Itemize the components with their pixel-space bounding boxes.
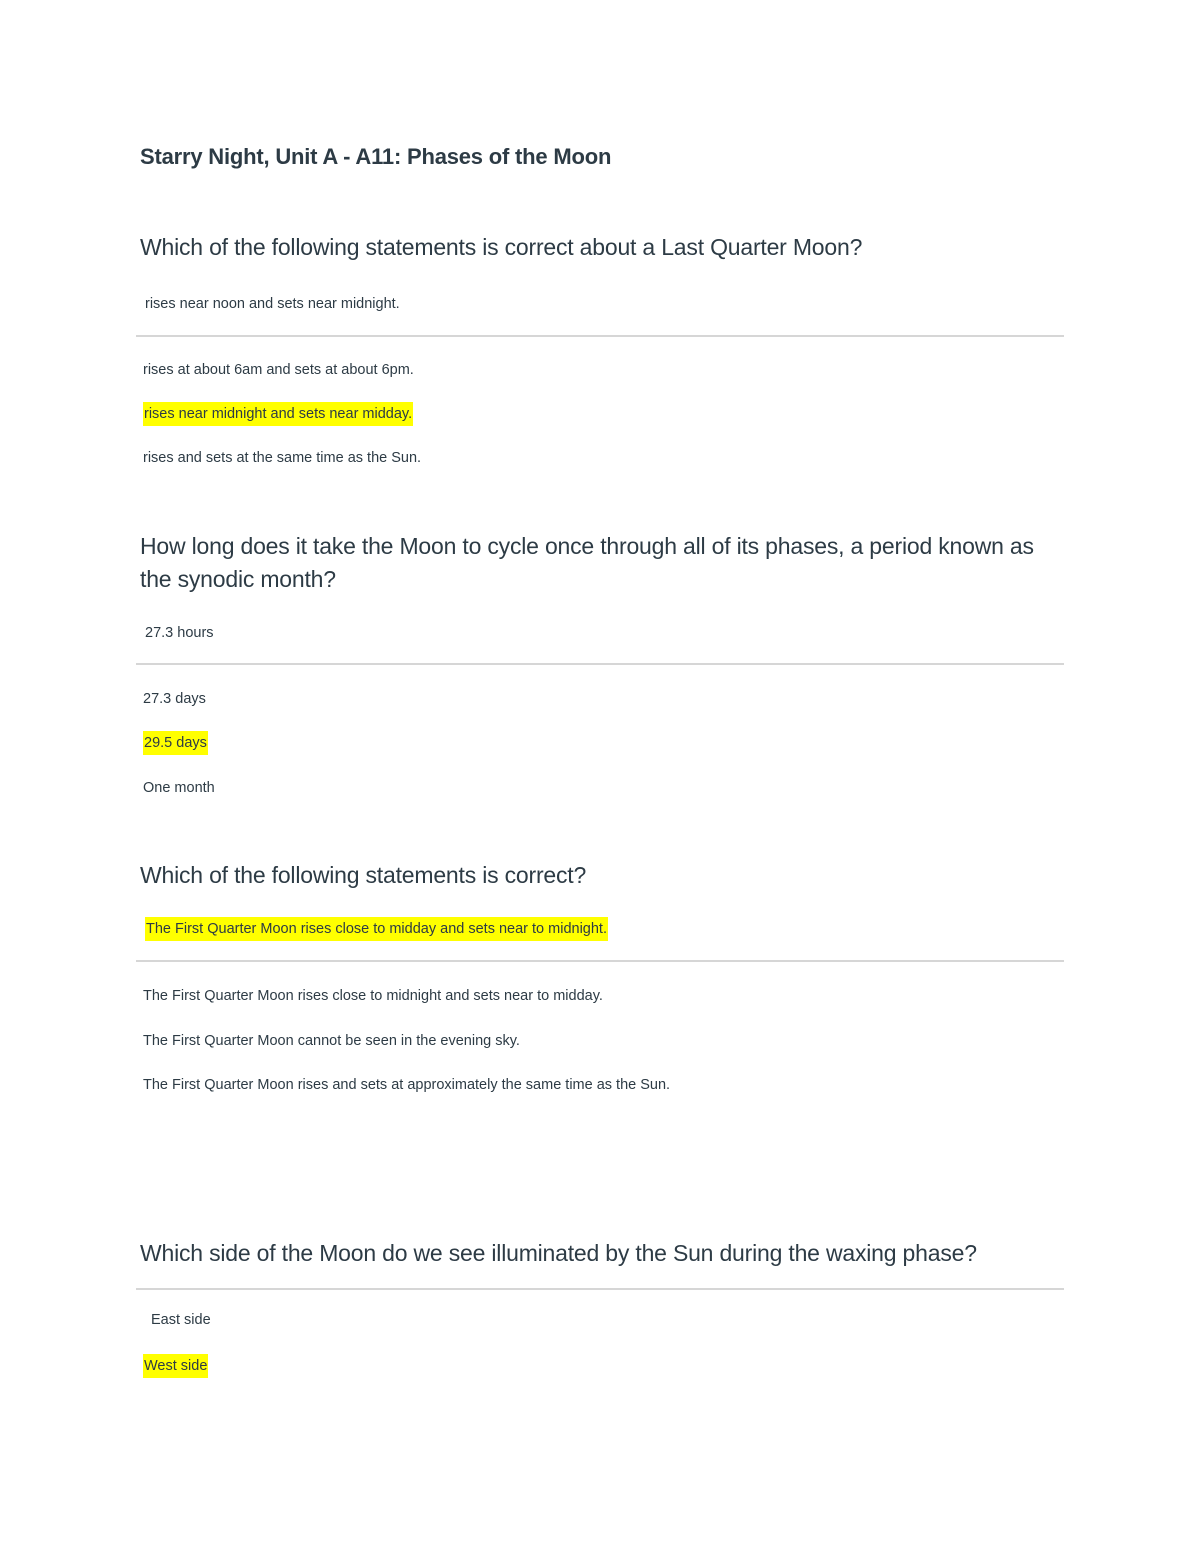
question-text: Which of the following statements is correct? — [140, 862, 587, 888]
answer-option-label: The First Quarter Moon rises close to midnight and sets near to midday. — [143, 988, 603, 1004]
answer-option-label: The First Quarter Moon cannot be seen in the evening sky. — [143, 1033, 520, 1049]
answer-option-label: rises near midnight and sets near midday. — [143, 402, 413, 426]
question-text: Which of the following statements is correct about a Last Quarter Moon? — [140, 234, 863, 260]
answer-option — [143, 360, 414, 380]
answer-option-highlighted — [145, 919, 608, 939]
question-text: Which side of the Moon do we see illuminated by the Sun during the waxing phase? — [140, 1240, 977, 1266]
answer-option-label: One month — [143, 780, 215, 796]
question-text: How long does it take the Moon to cycle once through all of its phases, a period known as the synodic month? — [140, 533, 1034, 592]
answer-option-label: 27.3 days — [143, 691, 206, 707]
answer-option-label: 27.3 hours — [145, 625, 214, 641]
answer-option — [143, 778, 215, 798]
divider — [136, 663, 1064, 665]
divider — [136, 335, 1064, 337]
answer-option — [143, 1031, 520, 1051]
answer-option-label: rises at about 6am and sets at about 6pm. — [143, 362, 414, 378]
answer-option-label: The First Quarter Moon rises and sets at approximately the same time as the Sun. — [143, 1077, 671, 1093]
answer-option-highlighted — [143, 1356, 208, 1376]
divider — [136, 960, 1064, 962]
answer-option — [143, 689, 206, 709]
answer-option-label: 29.5 days — [143, 731, 208, 755]
answer-option — [143, 1075, 670, 1095]
answer-option-label: rises near noon and sets near midnight. — [145, 296, 400, 312]
answer-option-label: East side — [151, 1312, 211, 1328]
answer-option — [143, 448, 421, 468]
answer-option-highlighted — [143, 733, 208, 753]
answer-option-label: West side — [143, 1354, 208, 1378]
answer-option-label: rises and sets at the same time as the Sun. — [143, 450, 422, 466]
answer-option — [143, 986, 603, 1006]
answer-option-highlighted — [143, 404, 413, 424]
answer-option — [151, 1310, 211, 1330]
page-title: Starry Night, Unit A - A11: Phases of the Moon — [140, 144, 612, 169]
answer-option-label: The First Quarter Moon rises close to midday and sets near to midnight. — [145, 917, 608, 941]
answer-option — [145, 294, 400, 314]
answer-option — [145, 623, 214, 643]
divider — [136, 1288, 1064, 1290]
